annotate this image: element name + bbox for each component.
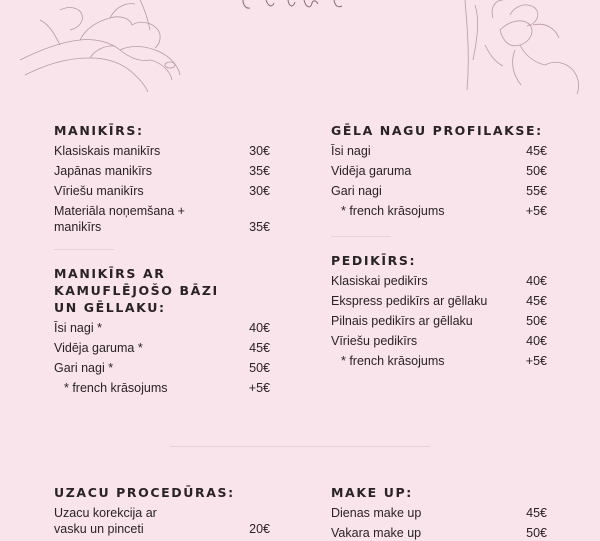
service-price: 50€ bbox=[526, 314, 547, 328]
service-name: Vidēja garuma bbox=[331, 164, 412, 178]
service-price: 30€ bbox=[249, 184, 270, 198]
service-name: Ekspress pedikīrs ar gēllaku bbox=[331, 294, 488, 308]
price-row bbox=[331, 143, 547, 159]
section-gela-profilakse bbox=[331, 122, 547, 219]
section-heading: MANIKĪRS: bbox=[54, 123, 144, 138]
price-row bbox=[331, 273, 547, 289]
service-price: 35€ bbox=[249, 164, 270, 178]
service-name: Vakara make up bbox=[331, 526, 422, 540]
price-row bbox=[331, 183, 547, 199]
price-row bbox=[331, 203, 547, 219]
price-row bbox=[331, 353, 547, 369]
flowers-line-art bbox=[455, 0, 600, 95]
section-make-up bbox=[331, 484, 547, 541]
service-name: * french krāsojums bbox=[341, 204, 445, 218]
service-name: Uzacu korekcija ar vasku un pinceti bbox=[54, 506, 157, 536]
price-row bbox=[331, 163, 547, 179]
section-uzacu-proceduras bbox=[54, 484, 270, 537]
service-price: 45€ bbox=[526, 294, 547, 308]
service-price: 40€ bbox=[249, 321, 270, 335]
service-price: +5€ bbox=[248, 381, 270, 395]
service-name: Īsi nagi * bbox=[54, 321, 102, 335]
price-row bbox=[54, 505, 270, 537]
service-name: Pilnais pedikīrs ar gēllaku bbox=[331, 314, 473, 328]
price-row bbox=[54, 320, 270, 336]
price-row bbox=[331, 525, 547, 541]
service-name: Vidēja garuma * bbox=[54, 341, 143, 355]
service-name: Vīriešu pedikīrs bbox=[331, 334, 418, 348]
service-price: 45€ bbox=[249, 341, 270, 355]
service-name: Īsi nagi bbox=[331, 144, 371, 158]
hands-line-art bbox=[20, 0, 190, 95]
section-heading: MAKE UP: bbox=[331, 485, 413, 500]
price-row bbox=[54, 163, 270, 179]
service-price: +5€ bbox=[525, 204, 547, 218]
section-pedikirs bbox=[331, 252, 547, 369]
service-price: 20€ bbox=[249, 522, 270, 536]
service-price: 55€ bbox=[526, 184, 547, 198]
section-heading: UZACU PROCEDŪRAS: bbox=[54, 485, 235, 500]
service-name: * french krāsojums bbox=[341, 354, 445, 368]
service-name: Japānas manikīrs bbox=[54, 164, 152, 178]
service-price: 35€ bbox=[249, 220, 270, 234]
service-price: 50€ bbox=[249, 361, 270, 375]
price-row bbox=[54, 380, 270, 396]
service-name: Materiāla noņemšana + manikīrs bbox=[54, 204, 185, 234]
service-price: 40€ bbox=[526, 334, 547, 348]
service-name: Klasiskai pedikīrs bbox=[331, 274, 428, 288]
service-price: 40€ bbox=[526, 274, 547, 288]
script-title-fragment bbox=[238, 0, 348, 14]
price-row bbox=[331, 333, 547, 349]
price-row bbox=[331, 505, 547, 521]
price-row bbox=[331, 293, 547, 309]
divider bbox=[331, 236, 391, 237]
service-price: 45€ bbox=[526, 506, 547, 520]
price-row bbox=[54, 183, 270, 199]
section-heading: PEDIKĪRS: bbox=[331, 253, 417, 268]
service-name: * french krāsojums bbox=[64, 381, 168, 395]
section-manikirs-gellaku bbox=[54, 265, 270, 396]
price-row bbox=[54, 143, 270, 159]
price-row bbox=[54, 360, 270, 376]
service-name: Dienas make up bbox=[331, 506, 422, 520]
price-row bbox=[54, 340, 270, 356]
service-name: Vīriešu manikīrs bbox=[54, 184, 144, 198]
service-price: +5€ bbox=[525, 354, 547, 368]
divider bbox=[170, 446, 430, 447]
price-row bbox=[331, 313, 547, 329]
section-heading: MANIKĪRS AR KAMUFLĒJOŠO BĀZI UN GĒLLAKU: bbox=[54, 266, 219, 315]
section-heading: GĒLA NAGU PROFILAKSE: bbox=[331, 123, 543, 138]
service-name: Gari nagi bbox=[331, 184, 382, 198]
service-name: Klasiskais manikīrs bbox=[54, 144, 161, 158]
service-price: 45€ bbox=[526, 144, 547, 158]
service-name: Gari nagi * bbox=[54, 361, 114, 375]
service-price: 30€ bbox=[249, 144, 270, 158]
divider bbox=[54, 249, 114, 250]
service-price: 50€ bbox=[526, 526, 547, 540]
price-row bbox=[54, 203, 270, 235]
service-price: 50€ bbox=[526, 164, 547, 178]
section-manikirs bbox=[54, 122, 270, 235]
